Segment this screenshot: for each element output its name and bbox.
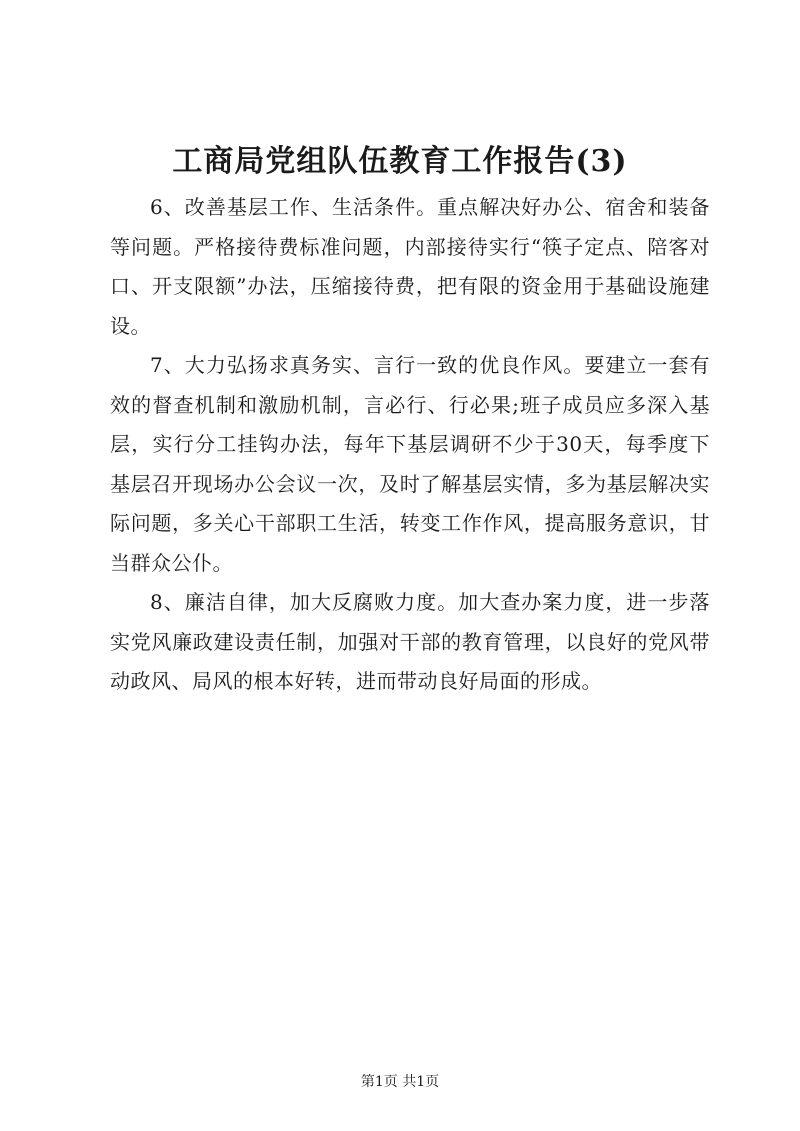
paragraph-7: 7、大力弘扬求真务实、言行一致的优良作风。要建立一套有效的督查机制和激励机制，言必行、行必果;班子成员应多深入基层，实行分工挂钩办法，每年下基层调研不少于30天，每季度下基层召开现场办公会议一次，及时了解基层实情，多为基层解决实际问题，多关心干部职工生活，转变工作作风，提高服务意识，甘当群众公仆。 xyxy=(110,353,710,575)
document-title: 工商局党组队伍教育工作报告(3) xyxy=(172,144,628,179)
document-body xyxy=(110,188,710,702)
page-footer: 第1页 共1页 xyxy=(360,1074,440,1090)
paragraph-8: 8、廉洁自律，加大反腐败力度。加大查办案力度，进一步落实党风廉政建设责任制，加强对干部的教育管理，以良好的党风带动政风、局风的根本好转，进而带动良好局面的形成。 xyxy=(110,590,710,693)
paragraph-6: 6、改善基层工作、生活条件。重点解决好办公、宿舍和装备等问题。严格接待费标准问题，内部接待实行“筷子定点、陪客对口、开支限额”办法，压缩接待费，把有限的资金用于基础设施建设。 xyxy=(110,195,710,338)
